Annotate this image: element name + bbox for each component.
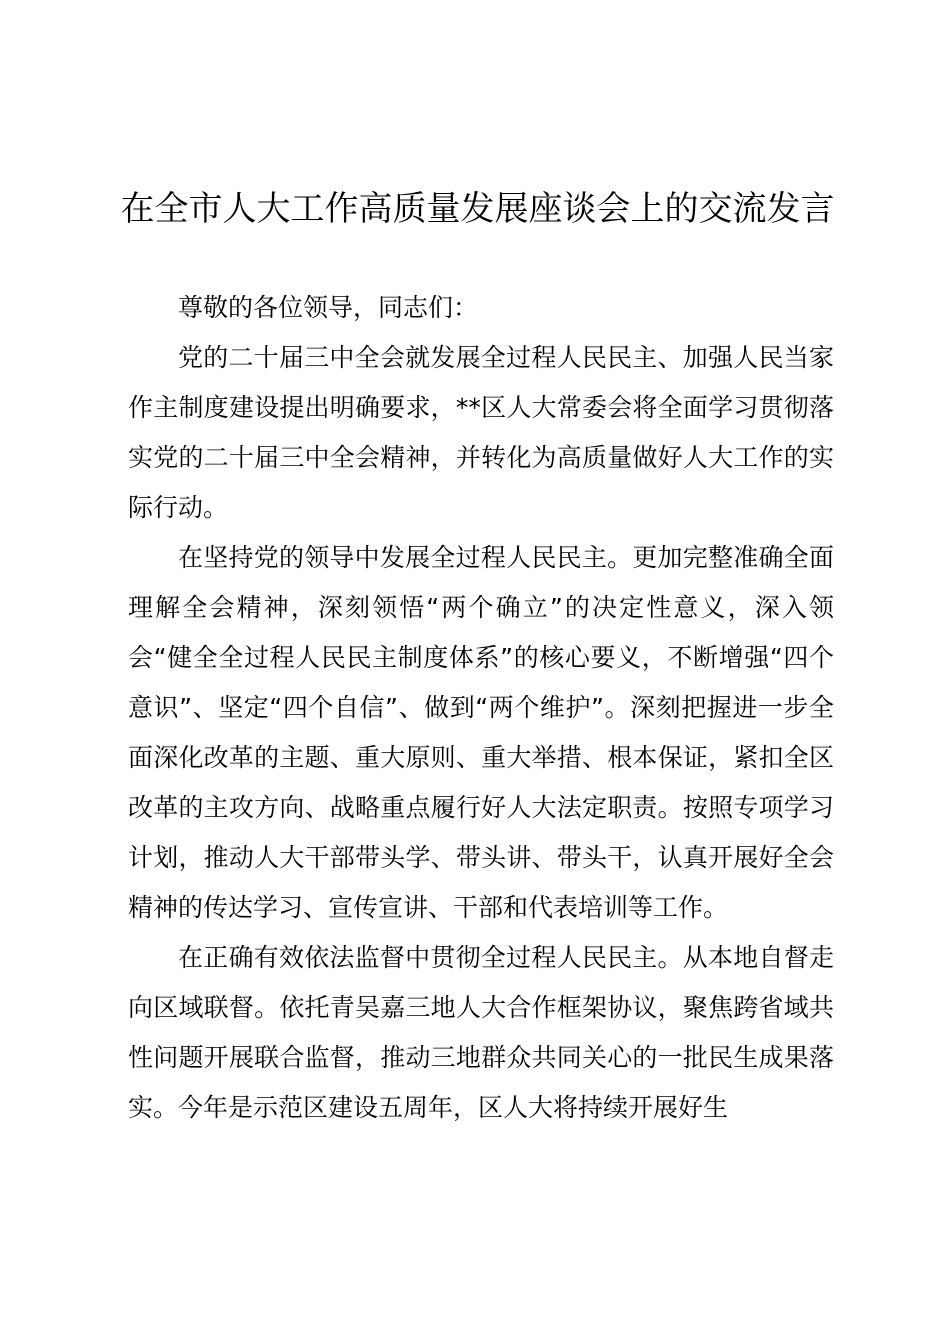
document-title: 在全市人大工作高质量发展座谈会上的交流发言 (120, 189, 835, 229)
salutation: 尊敬的各位领导，同志们： (178, 293, 479, 322)
paragraph-3: 在正确有效依法监督中贯彻全过程人民民主。从本地自督走向区域联督。依托青吴嘉三地人大合作框架协议，聚焦跨省域共性问题开展联合监督，推动三地群众共同关心的一批民生成果落实。今年是示范区建设五周年，区人大将持续开展好生 (128, 943, 834, 1122)
paragraph-1: 党的二十届三中全会就发展全过程人民民主、加强人民当家作主制度建设提出明确要求，**区人大常委会将全面学习贯彻落实党的二十届三中全会精神，并转化为高质量做好人大工作的实际行动。 (128, 343, 834, 522)
paragraph-2: 在坚持党的领导中发展全过程人民民主。更加完整准确全面理解全会精神，深刻领悟“两个确立”的决定性意义，深入领会“健全全过程人民民主制度体系”的核心要义，不断增强“四个意识”、坚定“四个自信”、做到“两个维护”。深刻把握进一步全面深化改革的主题、重大原则、重大举措、根本保证，紧扣全区改革的主攻方向、战略重点履行好人大法定职责。按照专项学习计划，推动人大干部带头学、带头讲、带头干，认真开展好全会精神的传达学习、宣传宣讲、干部和代表培训等工作。 (128, 543, 834, 922)
document-body (128, 283, 834, 1133)
